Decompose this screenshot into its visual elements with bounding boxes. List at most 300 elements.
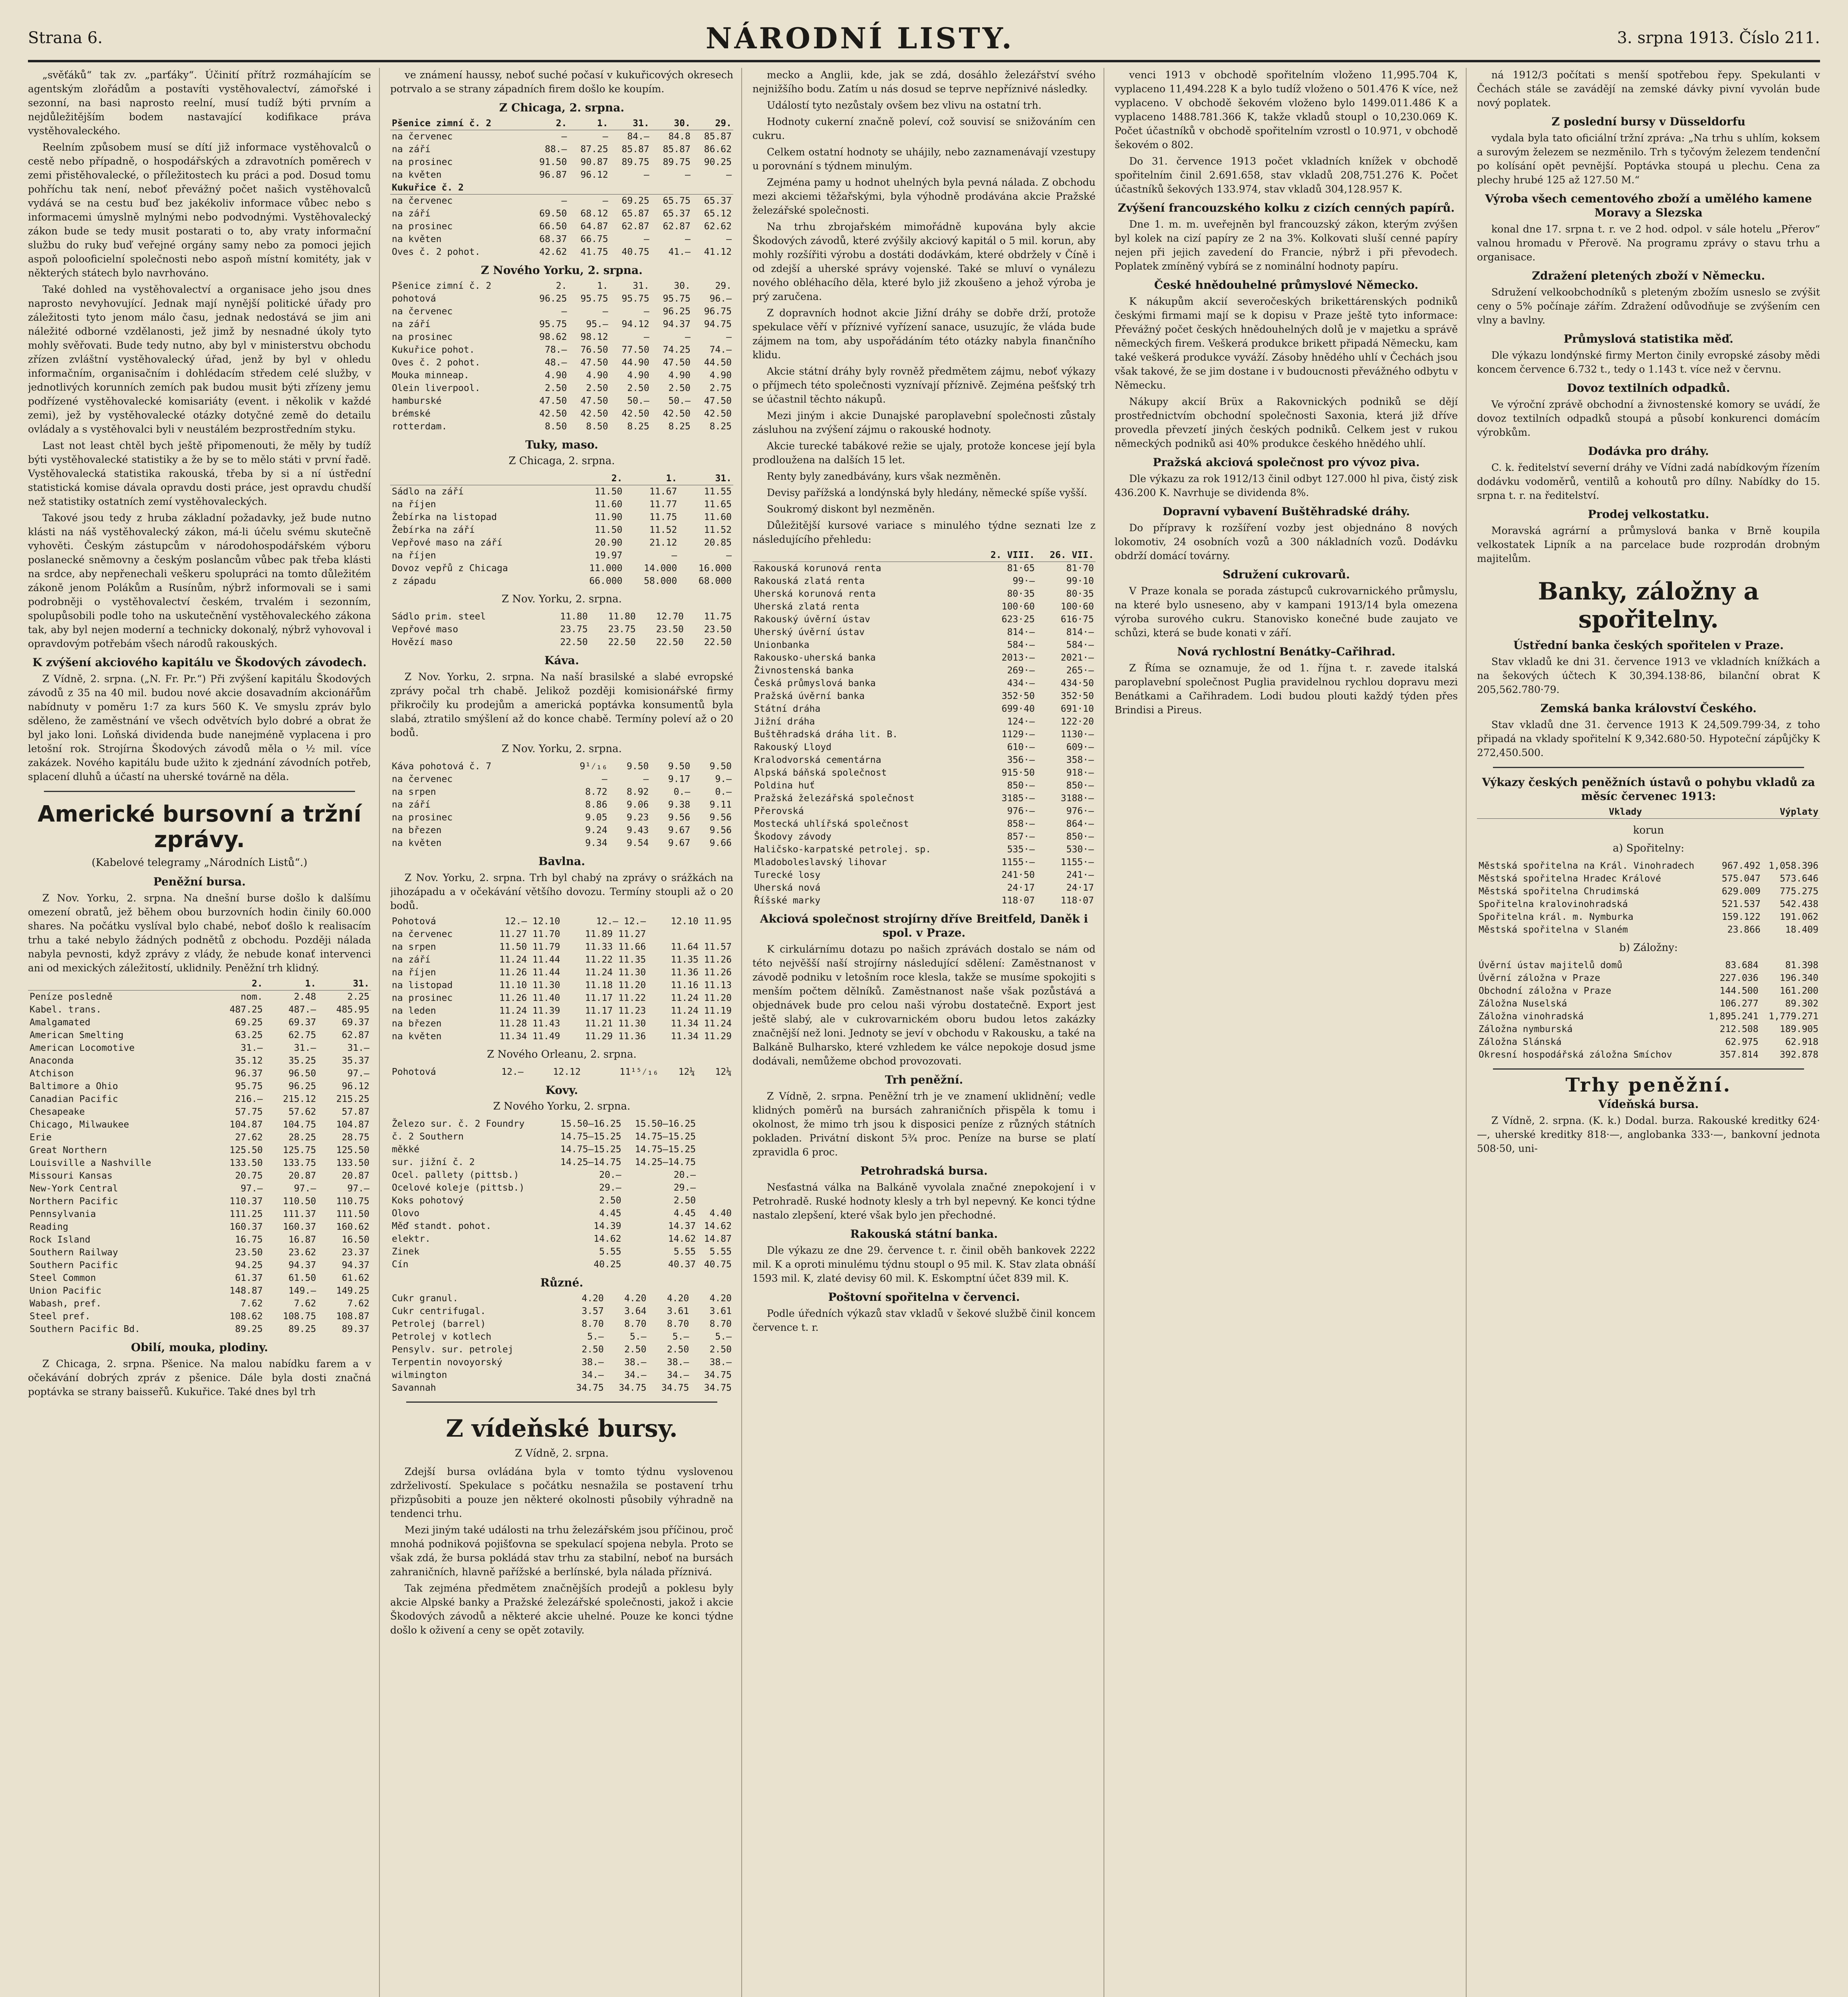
table-cell: 1.	[569, 117, 610, 130]
table-cell: —	[561, 131, 567, 142]
table-row	[1477, 959, 1820, 972]
table-cell: —	[685, 332, 691, 342]
table-row	[390, 1382, 733, 1394]
table-cell: 5.55	[673, 1247, 696, 1257]
table-body	[390, 915, 733, 1043]
table-cell: Městská spořitelna na Král. Vinohradech	[1479, 861, 1695, 871]
table-cell: 35.25	[288, 1056, 316, 1066]
table-cell: 133.50	[336, 1158, 369, 1168]
table-cell: 356·—	[1007, 755, 1035, 765]
table-cell: Steel Common	[30, 1273, 96, 1283]
table-cell: 14.62	[594, 1234, 621, 1244]
table-cell: 11.60	[595, 499, 623, 510]
paragraph: vydala byla tato oficiální tržní zpráva: „Na trhu s uhlím, koksem a surovým železem se nezměnilo. Trh s tyčovým železem tendenční po kolísání opět pevnější. Poptávka stoupá u plechu. Cena za plechy hrubé 125 až 127.50 M.“	[1477, 132, 1820, 186]
table-cell: Southern Pacific Bd.	[30, 1324, 140, 1334]
section-title: Americké bursovní a tržní zprávy.	[38, 801, 361, 853]
table-cell: 8.25	[668, 421, 691, 432]
table-cell: 58.000	[644, 576, 677, 586]
table-cell: 4.90	[545, 370, 567, 381]
table-cell: Říšské marky	[754, 895, 821, 906]
table-cell: na září	[392, 955, 431, 965]
table-cell: 85.87	[704, 131, 732, 142]
table-cell: 699·40	[1001, 704, 1035, 714]
table-cell: 11.29 11.36	[585, 1031, 646, 1042]
table-cell: Spořitelna kralovinohradská	[1479, 899, 1628, 909]
table-cell: 2.	[556, 281, 567, 291]
section-heading: Poštovní spořitelna v červenci.	[828, 1290, 1020, 1304]
table-cell: 47.50	[663, 357, 691, 368]
table-cell: Missouri Kansas	[30, 1171, 113, 1181]
table-row	[752, 856, 1096, 869]
table-row	[390, 1356, 733, 1369]
table-cell: 27.62	[235, 1132, 263, 1143]
table-cell: 2.25	[347, 992, 369, 1002]
table-row	[28, 1272, 371, 1284]
table-row	[1477, 898, 1820, 911]
table-cell: 14.62	[704, 1221, 732, 1231]
table-cell: na září	[392, 319, 431, 330]
table-row	[390, 1233, 733, 1245]
table-cell: —	[643, 774, 649, 784]
table-row	[28, 1195, 371, 1208]
paragraph: Dne 1. m. m. uveřejněn byl francouzský zákon, kterým zvýšen byl kolek na cizí papíry ze 2 na 3%. Kolkovati sluší cenné papíry nejen při jejich zavedení do Francie, nýbrž i při převodech. Poplatek zmíněný vybírá se z nominální hodnoty papíru.	[1115, 218, 1458, 272]
table-cell: 61.50	[288, 1273, 316, 1283]
section-subtitle: (Kabelové telegramy „Národních Listů“.)	[91, 857, 308, 869]
table-cell: 11.36 11.26	[671, 967, 732, 978]
table-cell: 84.8	[668, 131, 691, 142]
table-row	[390, 1017, 733, 1030]
table-cell: 2013·—	[1001, 653, 1035, 663]
table-cell: Pražská železářská společnost	[754, 793, 915, 804]
table-cell: 8.25	[627, 421, 649, 432]
table-cell: 40.37	[668, 1259, 696, 1270]
table-row	[28, 991, 371, 1004]
table-cell	[1477, 806, 1491, 819]
table-cell: 62.87	[663, 221, 691, 232]
table-cell: 4.20	[709, 1293, 732, 1304]
table-cell: 9.56	[709, 825, 732, 836]
table-row	[390, 773, 733, 786]
paragraph: C. k. ředitelství severní dráhy ve Vídni zadá nabídkovým řízením dodávku vodoměrů, ventilů a kohoutů pro dílny. Nabídky do 15. srpna t. r. na ředitelství.	[1477, 462, 1820, 501]
paragraph: konal dne 17. srpna t. r. ve 2 hod. odpol. v sále hotelu „Přerov“ valnou hromadu v Přerově. Na programu zprávy o stavu trhu a organisace.	[1477, 223, 1820, 263]
table-cell: Záložna Slánská	[1479, 1037, 1562, 1047]
table-cell: 110.75	[336, 1196, 369, 1207]
table-cell: 2.75	[709, 383, 732, 393]
table-cell: 65.37	[663, 208, 691, 219]
table-cell: 124·—	[1007, 717, 1035, 727]
table-cell: 65.87	[621, 208, 649, 219]
table-cell: 4.90	[586, 370, 608, 381]
table-cell: Rakousko-uherská banka	[754, 653, 876, 663]
table-cell	[610, 181, 651, 195]
table-cell: 76.50	[580, 345, 608, 355]
section-heading: Kovy.	[545, 1084, 578, 1097]
table-cell: Olein liverpool.	[392, 383, 480, 393]
table-cell: 29.—	[599, 1183, 621, 1193]
table-cell: 0.—	[715, 787, 732, 797]
table-row	[390, 1207, 733, 1220]
table-cell: 14.62	[668, 1234, 696, 1244]
table-row	[390, 1220, 733, 1233]
table-cell: 160.37	[283, 1222, 316, 1232]
table-cell: 42.50	[580, 409, 608, 419]
issue-date: 3. srpna 1913. Číslo 211.	[1617, 29, 1820, 47]
table-row	[752, 600, 1096, 613]
table-cell: 62.975	[1725, 1037, 1759, 1047]
table-cell: 11.75	[649, 512, 677, 522]
table-row	[752, 843, 1096, 856]
table-cell: 35.12	[235, 1056, 263, 1066]
table-row	[752, 690, 1096, 703]
table-cell: 11¹⁵⁄₁₆	[619, 1067, 659, 1077]
table-cell: Spořitelna král. m. Nymburka	[1479, 912, 1634, 922]
table-cell: 65.37	[704, 196, 732, 206]
table-cell: Anaconda	[30, 1056, 74, 1066]
table-row	[752, 588, 1096, 600]
table-cell: Cukr granul.	[392, 1293, 459, 1304]
table-row	[28, 1297, 371, 1310]
table-cell: 14.25—14.75	[635, 1157, 696, 1167]
table-cell: 66.75	[580, 234, 608, 244]
table-cell: 11.50	[595, 486, 623, 497]
table-cell: 42.50	[539, 409, 567, 419]
table-cell: 14.75—15.25	[560, 1144, 621, 1155]
table-cell: —	[643, 170, 649, 180]
table-cell: Cukr centrifugal.	[392, 1306, 486, 1316]
table-cell: Uherská korunová renta	[754, 589, 876, 599]
table-cell: American Locomotive	[30, 1043, 135, 1053]
table-cell: 111.37	[283, 1209, 316, 1219]
table-cell: Oves č. 2 pohot.	[392, 247, 480, 257]
paragraph: Stav vkladů ke dni 31. července 1913 ve vkladních knížkách a na šekových účtech K 30,394.138·86, bilanční obrat K 205,562.780·79.	[1477, 656, 1820, 695]
table-cell: 3185·—	[1001, 793, 1035, 804]
table-cell: 11.33 11.66	[585, 942, 646, 952]
table-cell: 133.75	[283, 1158, 316, 1168]
table-cell: 96.25	[539, 294, 567, 304]
table-row	[390, 549, 733, 562]
table-cell: 11.18 11.20	[585, 980, 646, 991]
table-row	[752, 741, 1096, 754]
table-row	[390, 511, 733, 524]
table-row	[752, 779, 1096, 792]
table-cell: 47.50	[580, 357, 608, 368]
table-cell: Ocelové koleje (pittsb.)	[392, 1183, 525, 1193]
table-cell: Amalgamated	[30, 1017, 91, 1028]
table-cell: na červenec	[392, 306, 453, 317]
table-cell: 2021·—	[1060, 653, 1094, 663]
table-cell: 48.—	[545, 357, 567, 368]
table-cell: Atchison	[30, 1068, 74, 1079]
table-cell: 104.87	[336, 1120, 369, 1130]
table-cell: 4.45	[673, 1208, 696, 1219]
table-cell: 89.302	[1785, 998, 1818, 1009]
table-cell: 31.	[679, 472, 733, 485]
table-cell: 1155·—	[1001, 857, 1035, 867]
table-row	[752, 626, 1096, 639]
table-cell: 4.40	[709, 1208, 732, 1219]
table-row	[28, 1182, 371, 1195]
table-row	[390, 1181, 733, 1194]
table-cell: 215.25	[336, 1094, 369, 1104]
table-row	[390, 1118, 733, 1130]
table-cell: 15.50—16.25	[635, 1119, 696, 1129]
table-cell: 69.25	[621, 196, 649, 206]
table-cell: 159.122	[1722, 912, 1761, 922]
table-cell: na říjen	[392, 499, 436, 510]
table-cell: Baltimore a Ohio	[30, 1081, 118, 1092]
table-cell: 5.—	[587, 1332, 604, 1342]
table-cell: 89.25	[288, 1324, 316, 1334]
table-cell: 4.20	[624, 1293, 647, 1304]
table-cell: 84.—	[627, 131, 649, 142]
table-cell: Rakouská zlatá renta	[754, 576, 865, 586]
table-row	[752, 792, 1096, 805]
table-cell: 2.48	[294, 992, 316, 1002]
table-cell: 14.39	[594, 1221, 621, 1231]
table-cell: 215.12	[283, 1094, 316, 1104]
table-row	[28, 1067, 371, 1080]
column-2	[390, 68, 742, 1997]
section-heading: Obilí, mouka, plodiny.	[131, 1341, 268, 1354]
table-cell: Záložna nymburská	[1479, 1024, 1573, 1034]
section-heading: Průmyslová statistika měď.	[1563, 332, 1734, 345]
table-cell: 8.86	[585, 800, 607, 810]
table-unit: korun	[1633, 824, 1664, 836]
table-cell: Městská spořitelna Hradec Králové	[1479, 873, 1661, 884]
table-row	[1477, 1010, 1820, 1023]
table-cell: na prosinec	[392, 157, 453, 167]
table-cell: 34.75	[576, 1383, 604, 1393]
table-cell: 23.62	[288, 1247, 316, 1258]
paragraph: Dle výkazu za rok 1912/13 činil odbyt 127.000 hl piva, čistý zisk 436.200 K. Navrhuje se dividenda 8%.	[1115, 473, 1458, 498]
table-cell: 69.37	[288, 1017, 316, 1028]
table-cell: 20.—	[673, 1170, 696, 1180]
table-cell: 94.37	[663, 319, 691, 330]
table-cell: 212.508	[1719, 1024, 1759, 1034]
table-cell: 11.64 11.57	[671, 942, 732, 952]
paragraph: V Praze konala se porada zástupců cukrovarnického průmyslu, na které bylo usneseno, aby v kampani 1913/14 byla omezena výroba surového cukru. Stanovisko konečné bude zaujato ve schůzi, která se bude konati v září.	[1115, 585, 1458, 639]
table-cell: 16.000	[698, 563, 732, 574]
section-subtitle: Z Nov. Yorku, 2. srpna.	[502, 743, 622, 755]
table-cell: 9.67	[668, 838, 691, 848]
table-cell: 62.75	[288, 1030, 316, 1040]
table-cell: 40.25	[594, 1259, 621, 1270]
table-header-row	[390, 472, 733, 485]
table-cell: hamburské	[392, 396, 442, 406]
section-heading: Trh peněžní.	[885, 1073, 963, 1086]
table-cell: 857·—	[1007, 832, 1035, 842]
table-row	[1477, 972, 1820, 985]
table-cell: —	[643, 332, 649, 342]
table-cell: 44.90	[621, 357, 649, 368]
table-body	[390, 1118, 733, 1271]
table-cell: —	[726, 234, 732, 244]
table-cell: 11.34 11.24	[671, 1018, 732, 1029]
table-row	[390, 536, 733, 549]
table-cell: 8.92	[627, 787, 649, 797]
table-cell: 104.87	[229, 1120, 263, 1130]
table-row	[28, 1221, 371, 1233]
table-cell: 7.62	[294, 1298, 316, 1309]
table-cell: 42.62	[539, 247, 567, 257]
table-row	[752, 677, 1096, 690]
table-header-row	[1477, 806, 1820, 819]
table-cell: 22.50	[656, 637, 684, 647]
section-heading: České hnědouhelné průmyslové Německo.	[1154, 278, 1419, 292]
table-cell: 34.—	[624, 1370, 647, 1380]
table-cell: 14.87	[704, 1234, 732, 1244]
table-row	[390, 169, 733, 181]
table-cell: 66.000	[589, 576, 623, 586]
table-cell: 191.062	[1780, 912, 1818, 922]
table-cell: 99·10	[1066, 576, 1094, 586]
table-cell: 104.75	[283, 1120, 316, 1130]
cotton-table	[390, 915, 733, 1043]
table-cell: 20.87	[341, 1171, 369, 1181]
table-row	[390, 610, 733, 623]
table-cell: 108.75	[283, 1311, 316, 1322]
table-cell: 2.	[211, 977, 264, 991]
table-cell: 38.—	[624, 1357, 647, 1368]
table-cell: 38.—	[709, 1357, 732, 1368]
table-subheading: a) Spořitelny:	[1612, 842, 1685, 854]
column-1	[28, 68, 380, 1997]
table-cell: 8.72	[585, 787, 607, 797]
divider	[1493, 1068, 1804, 1070]
table-cell: 29.—	[673, 1183, 696, 1193]
table-cell: 20.—	[599, 1170, 621, 1180]
paragraph: Nesťastná válka na Balkáně vyvolala značné znepokojení i v Petrohradě. Ruské hodnoty klesly a trh byl nepevný. Ke konci týdne nastalo zlepšení, které však bylo jen přechodné.	[752, 1181, 1096, 1221]
table-cell: 22.50	[704, 637, 732, 647]
table-cell: 850·—	[1066, 780, 1094, 791]
table-row	[752, 818, 1096, 830]
table-cell: elektr.	[392, 1234, 431, 1244]
table-cell: Southern Railway	[30, 1247, 118, 1258]
table-cell: 11.80	[608, 611, 636, 622]
table-cell: 9.56	[709, 812, 732, 823]
paragraph: Sdružení velkoobchodníků s pleteným zbožím usneslo se zvýšit ceny o 5% počínaje zářím. Zdražení odůvodňuje se zvýšením cen vlny a bavlny.	[1477, 286, 1820, 326]
table-cell: 125.50	[229, 1145, 263, 1155]
table-cell: 1.	[624, 472, 679, 485]
table-cell: 357.814	[1719, 1050, 1759, 1060]
table-cell: 160.37	[229, 1222, 263, 1232]
table-cell: 5.—	[715, 1332, 732, 1342]
table-cell: 858·—	[1007, 819, 1035, 829]
table-cell: 68.12	[580, 208, 608, 219]
table-cell: 14.37	[668, 1221, 696, 1231]
table-cell: 69.37	[341, 1017, 369, 1028]
table-row	[752, 575, 1096, 588]
paragraph: Hodnoty cukerní značně poleví, což souvisí se snižováním cen cukru.	[752, 116, 1096, 141]
section-title: Z vídeňské bursy.	[446, 1415, 678, 1443]
table-cell: 61.37	[235, 1273, 263, 1283]
table-cell: 89.75	[621, 157, 649, 167]
table-cell: 41.—	[668, 247, 691, 257]
table-cell: 11.50 11.79	[499, 942, 560, 952]
table-cell: 11.24 11.39	[499, 1006, 560, 1016]
table-cell: 35.37	[341, 1056, 369, 1066]
table-cell: 89.25	[235, 1324, 263, 1334]
table-cell: 57.87	[341, 1107, 369, 1117]
table-cell: Sádlo na září	[392, 486, 464, 497]
table-cell: 9.66	[709, 838, 732, 848]
table-cell: Mouka minneap.	[392, 370, 469, 381]
table-cell: 118·07	[1060, 895, 1094, 906]
table-cell: 11.55	[704, 486, 732, 497]
table-cell: 9.56	[668, 812, 691, 823]
table-cell: 31.	[633, 281, 649, 291]
table-cell: 118·07	[1001, 895, 1035, 906]
table-cell: 11.77	[649, 499, 677, 510]
table-row	[28, 1246, 371, 1259]
table-cell: 216.—	[235, 1094, 263, 1104]
table-header-row	[28, 977, 371, 991]
table-cell: —	[671, 550, 677, 561]
table-row	[28, 1169, 371, 1182]
table-cell: 535·—	[1007, 844, 1035, 855]
table-cell: na červenec	[392, 774, 453, 784]
orleans-table	[390, 1066, 733, 1078]
table-cell: 1.	[597, 281, 608, 291]
table-cell: 5.—	[629, 1332, 647, 1342]
paragraph: Dle výkazu londýnské firmy Merton činily evropské zásoby mědi koncem července 6.732 t., tedy o 1.143 t. více než v červnu.	[1477, 349, 1820, 375]
table-cell: 83.684	[1725, 960, 1759, 971]
table-cell: Mladoboleslavský lihovar	[754, 857, 887, 867]
paragraph: Tak zejména předmětem značnějších prodejů a poklesu byly akcie Alpské banky a Pražské železářské společnosti, jakož i akcie Škodových závodů a některé akcie uhelné. Pouze ke konci týdne došlo k oživení a ceny se opět zotavily.	[390, 1582, 733, 1636]
table-cell: 1,779.271	[1769, 1011, 1818, 1022]
section-title: Banky, záložny a spořitelny.	[1538, 578, 1759, 633]
table-cell: 64.87	[580, 221, 608, 232]
table-cell: Městská spořitelna Chrudimská	[1479, 886, 1639, 897]
table-cell: 434·50	[1060, 678, 1094, 689]
table-cell: —	[601, 774, 607, 784]
table-cell: 434·—	[1007, 678, 1035, 689]
table-cell: Southern Pacific	[30, 1260, 118, 1270]
table-cell: Petrolej v kotlech	[392, 1332, 492, 1342]
paragraph: Z Nov. Yorku, 2. srpna. Trh byl chabý na zprávy o srážkách na jihozápadu a v očekávání většího dovozu. Termíny stoupli až o 20 bodů.	[390, 872, 733, 911]
paragraph: Reelním způsobem musí se dítí již informace vystěhovalců o cestě nebo případně, o hospodářských a zdravotních poměrech v zemi přistěhovalecké, o příležitostech ku práci a pod. Dosud tomu pohříchu tak není, neboť převážný počet našich vystěhovalců vydává se na cestu buď bez jakékoliv informace vůbec nebo s informacemi úmyslně mylnými nebo podvodnými. Vystěhovalecký zákon bude se tedy musit postarati o to, aby vraty informační službu do ruky buď veřejné orgány samy nebo za pomoci jejich aspoň polooficielní společnosti nebo aspoň místní komitéty, jak v některých státech bylo navrhováno.	[28, 141, 371, 279]
table-cell: 34.—	[582, 1370, 604, 1380]
table-cell: 814·—	[1007, 627, 1035, 637]
table-cell: 4.20	[582, 1293, 604, 1304]
table-cell: 8.70	[624, 1319, 647, 1329]
table-cell: na červenec	[392, 929, 453, 939]
paragraph: Do 31. července 1913 počet vkladních knížek v obchodě spořitelním činil 2.691.658, stav vkladů 208,751.276 K. Počet účastníků šekových 133.974, stav vkladů 304,128.957 K.	[1115, 155, 1458, 195]
table-cell: Kabel. trans.	[30, 1004, 102, 1015]
table-cell: 78.—	[545, 345, 567, 355]
table-cell: Oves č. 2 pohot.	[392, 357, 480, 368]
table-cell: 1155·—	[1060, 857, 1094, 867]
table-cell: 38.—	[667, 1357, 689, 1368]
table-cell: na říjen	[392, 550, 436, 561]
table-row	[28, 1029, 371, 1042]
table-cell: 3.61	[667, 1306, 689, 1316]
paragraph: Z Vídně, 2. srpna. (K. k.) Dodal. burza. Rakouské kreditky 624·—, uherské kreditky 818·—, anglobanka 333·—, bankovní jednota 508·50, uni-	[1477, 1115, 1820, 1154]
paragraph: Moravská agrární a průmyslová banka v Brně koupila velkostatek Lipník a na parcelace bude rozprodán drobným majitelům.	[1477, 525, 1820, 564]
table-cell: 90.87	[580, 157, 608, 167]
table-cell: 68.37	[539, 234, 567, 244]
table-cell: 41.75	[580, 247, 608, 257]
table-cell: 42.50	[704, 409, 732, 419]
metals-table	[390, 1118, 733, 1271]
table-row	[390, 824, 733, 837]
table-cell: 62.62	[704, 221, 732, 232]
paragraph: Last not least chtěl bych ještě připomenouti, že měly by tudíž býti vystěhovalecké statistiky a že by se to mělo státi v první řadě. Vystěhovalecká statistika rakouská, třeba by si a ní ústřední statistická komise dávala opravdu dosti práce, jest opravdu chudší než statistiky ostatních zemí vystěhovaleckých.	[28, 440, 371, 507]
table-cell: 94.37	[288, 1260, 316, 1270]
section-heading: Zvýšení francouzského kolku z cizích cenných papírů.	[1118, 201, 1455, 214]
misc-table	[390, 1292, 733, 1394]
table-cell: 629.009	[1722, 886, 1761, 897]
